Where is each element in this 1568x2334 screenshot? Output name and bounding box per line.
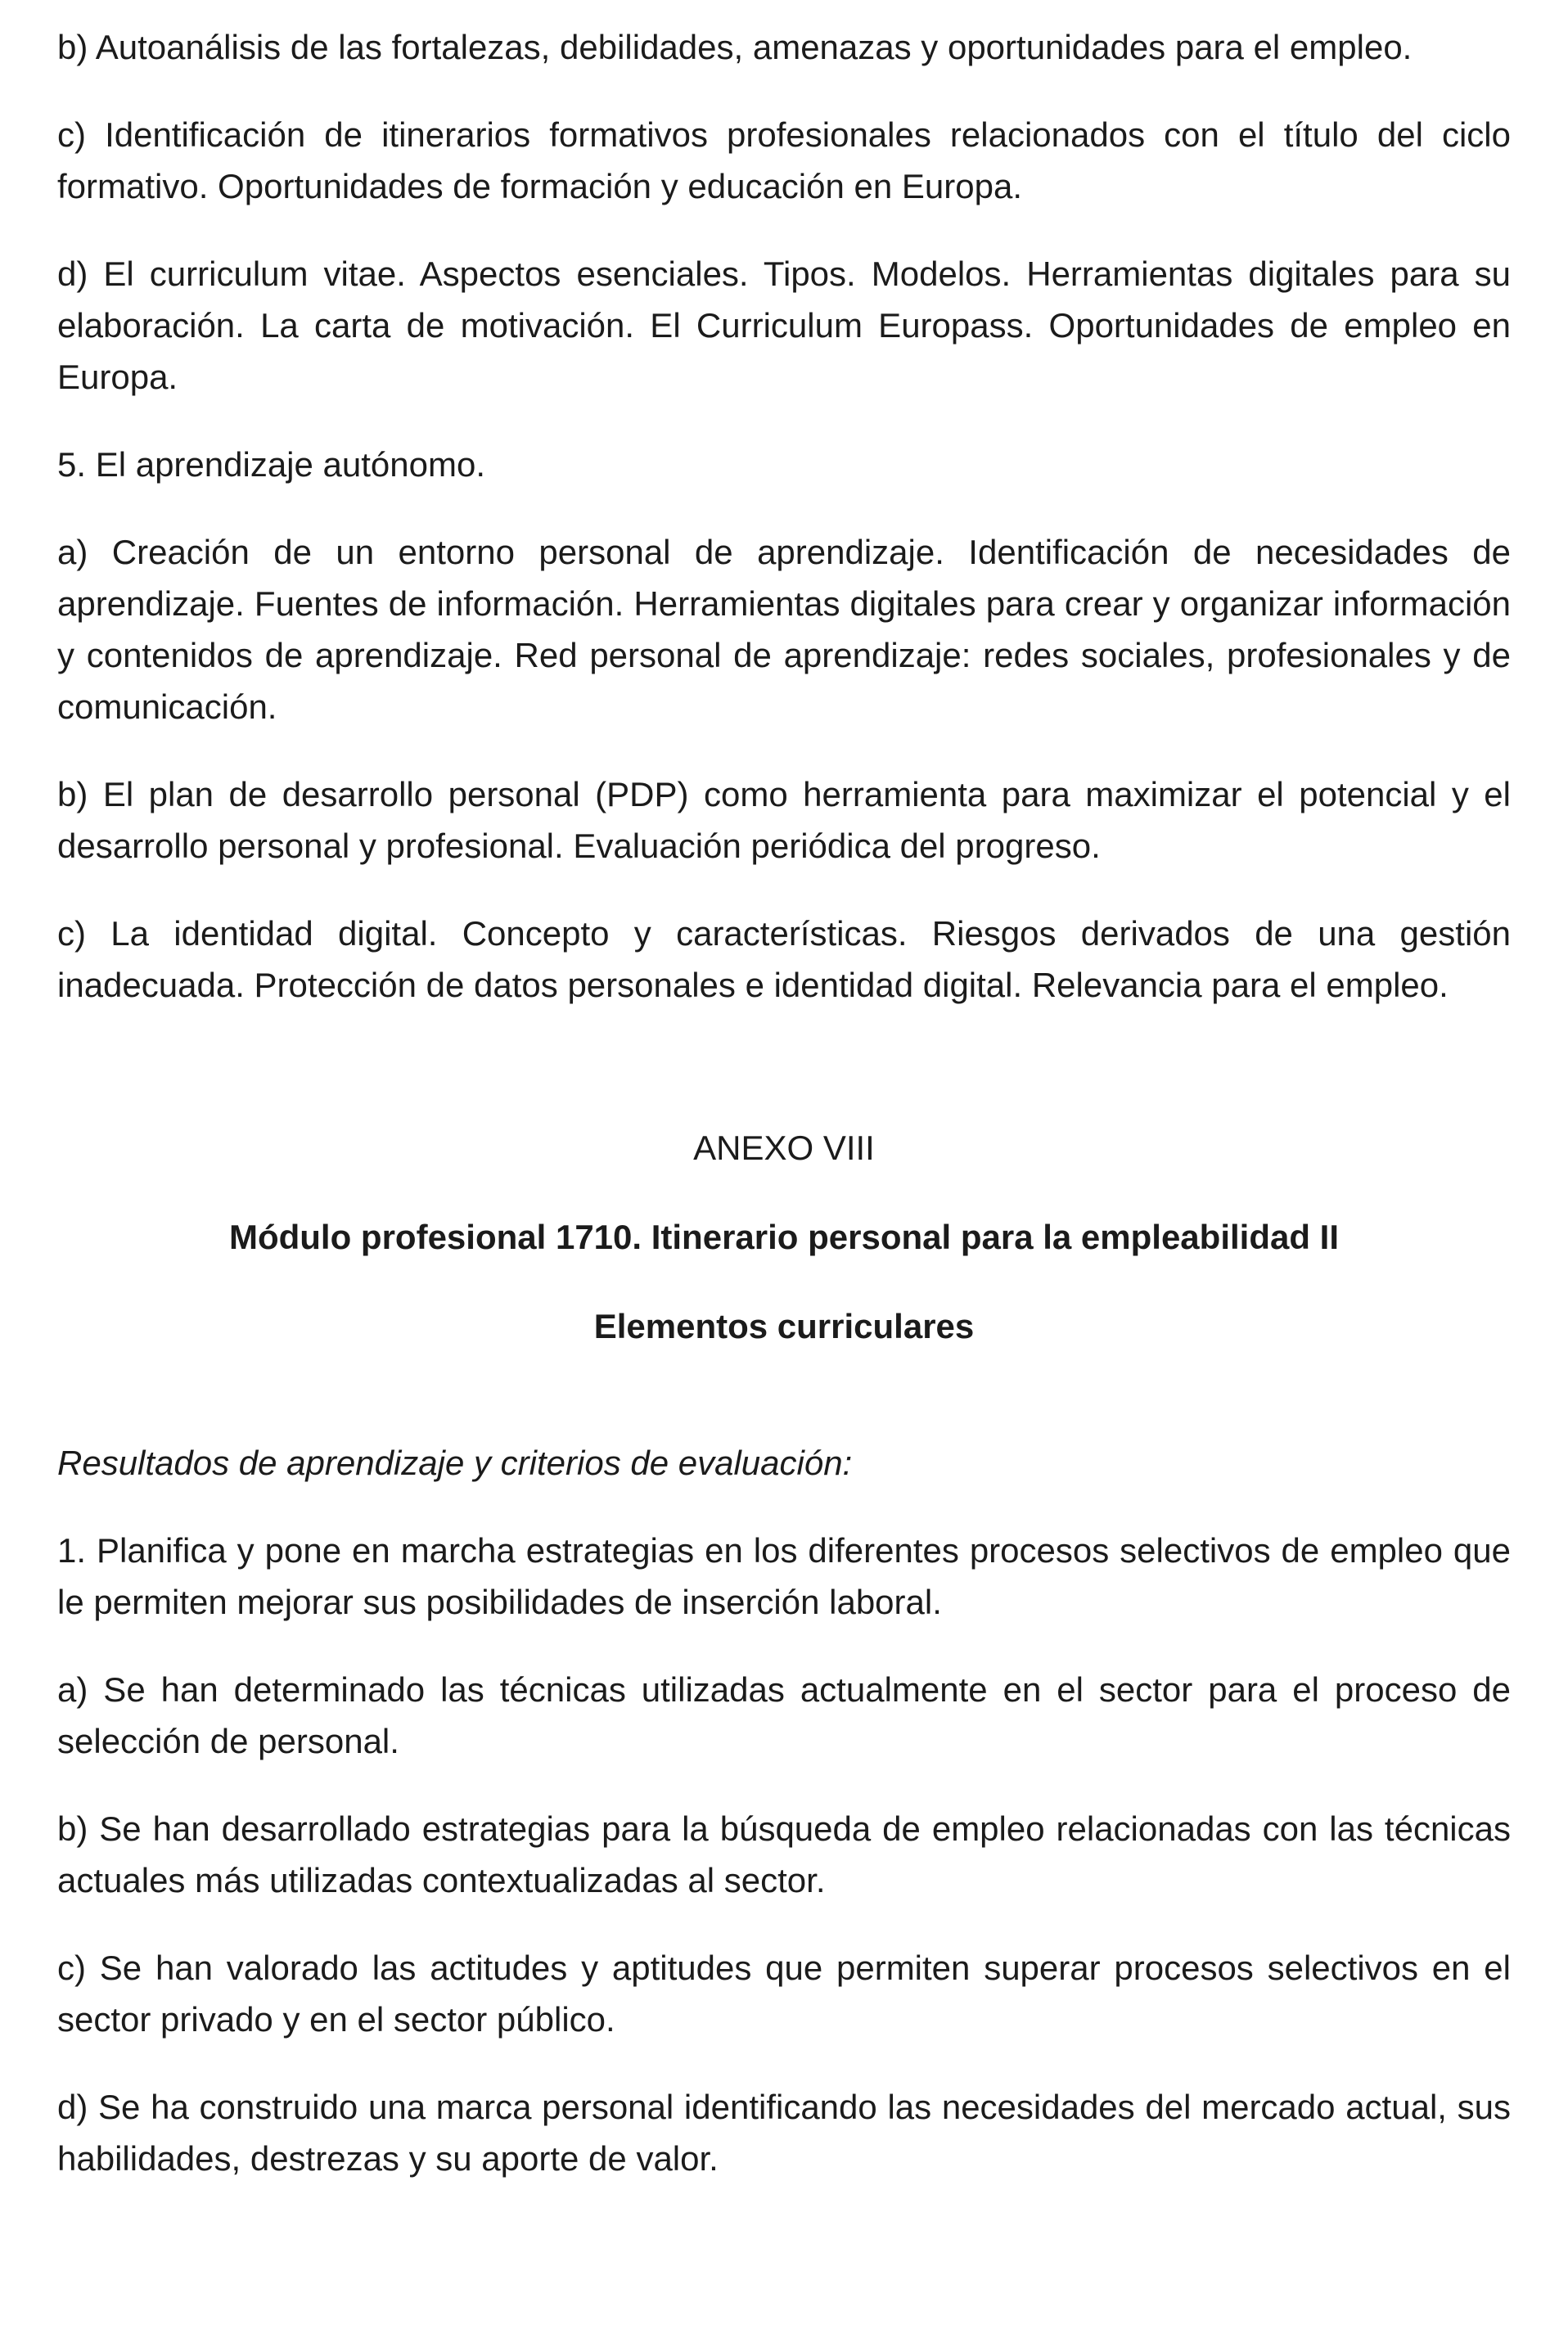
paragraph: d) Se ha construido una marca personal identificando las necesidades del mercado actual, sus habilidades, destrezas y su aporte de valor. [57,2088,1511,2178]
paragraph: a) Creación de un entorno personal de aprendizaje. Identificación de necesidades de aprendizaje. Fuentes de información. Herramientas digitales para crear y organizar información y contenidos de aprendizaje. Red personal de aprendizaje: redes sociales, profesionales y de comunicación. [57,533,1511,726]
paragraph: c) La identidad digital. Concepto y características. Riesgos derivados de una gestión inadecuada. Protección de datos personales e identidad digital. Relevancia para el empleo. [57,914,1511,1004]
results-heading: Resultados de aprendizaje y criterios de evaluación: [57,1444,853,1482]
paragraph: c) Se han valorado las actitudes y aptitudes que permiten superar procesos selectivos en el sector privado y en el sector público. [57,1949,1511,2039]
paragraph: b) El plan de desarrollo personal (PDP) como herramienta para maximizar el potencial y el desarrollo personal y profesional. Evaluación periódica del progreso. [57,775,1511,865]
paragraph: a) Se han determinado las técnicas utilizadas actualmente en el sector para el proceso de selección de personal. [57,1670,1511,1760]
paragraph: b) Autoanálisis de las fortalezas, debilidades, amenazas y oportunidades para el empleo. [57,28,1413,66]
subtitle-heading: Elementos curriculares [593,1307,975,1345]
paragraph: 1. Planifica y pone en marcha estrategias en los diferentes procesos selectivos de empleo que le permiten mejorar sus posibilidades de inserción laboral. [57,1531,1511,1621]
module-heading: Módulo profesional 1710. Itinerario personal para la empleabilidad II [228,1218,1340,1256]
section-number-heading: 5. El aprendizaje autónomo. [57,445,486,484]
paragraph: b) Se han desarrollado estrategias para la búsqueda de empleo relacionadas con las técnicas actuales más utilizadas contextualizadas al sector. [57,1809,1511,1899]
annex-heading: ANEXO VIII [693,1129,875,1167]
paragraph: c) Identificación de itinerarios formativos profesionales relacionados con el título del ciclo formativo. Oportunidades de formación y educación en Europa. [57,115,1511,205]
paragraph: d) El curriculum vitae. Aspectos esenciales. Tipos. Modelos. Herramientas digitales para su elaboración. La carta de motivación. El Curriculum Europass. Oportunidades de empleo en Europa. [57,255,1511,396]
